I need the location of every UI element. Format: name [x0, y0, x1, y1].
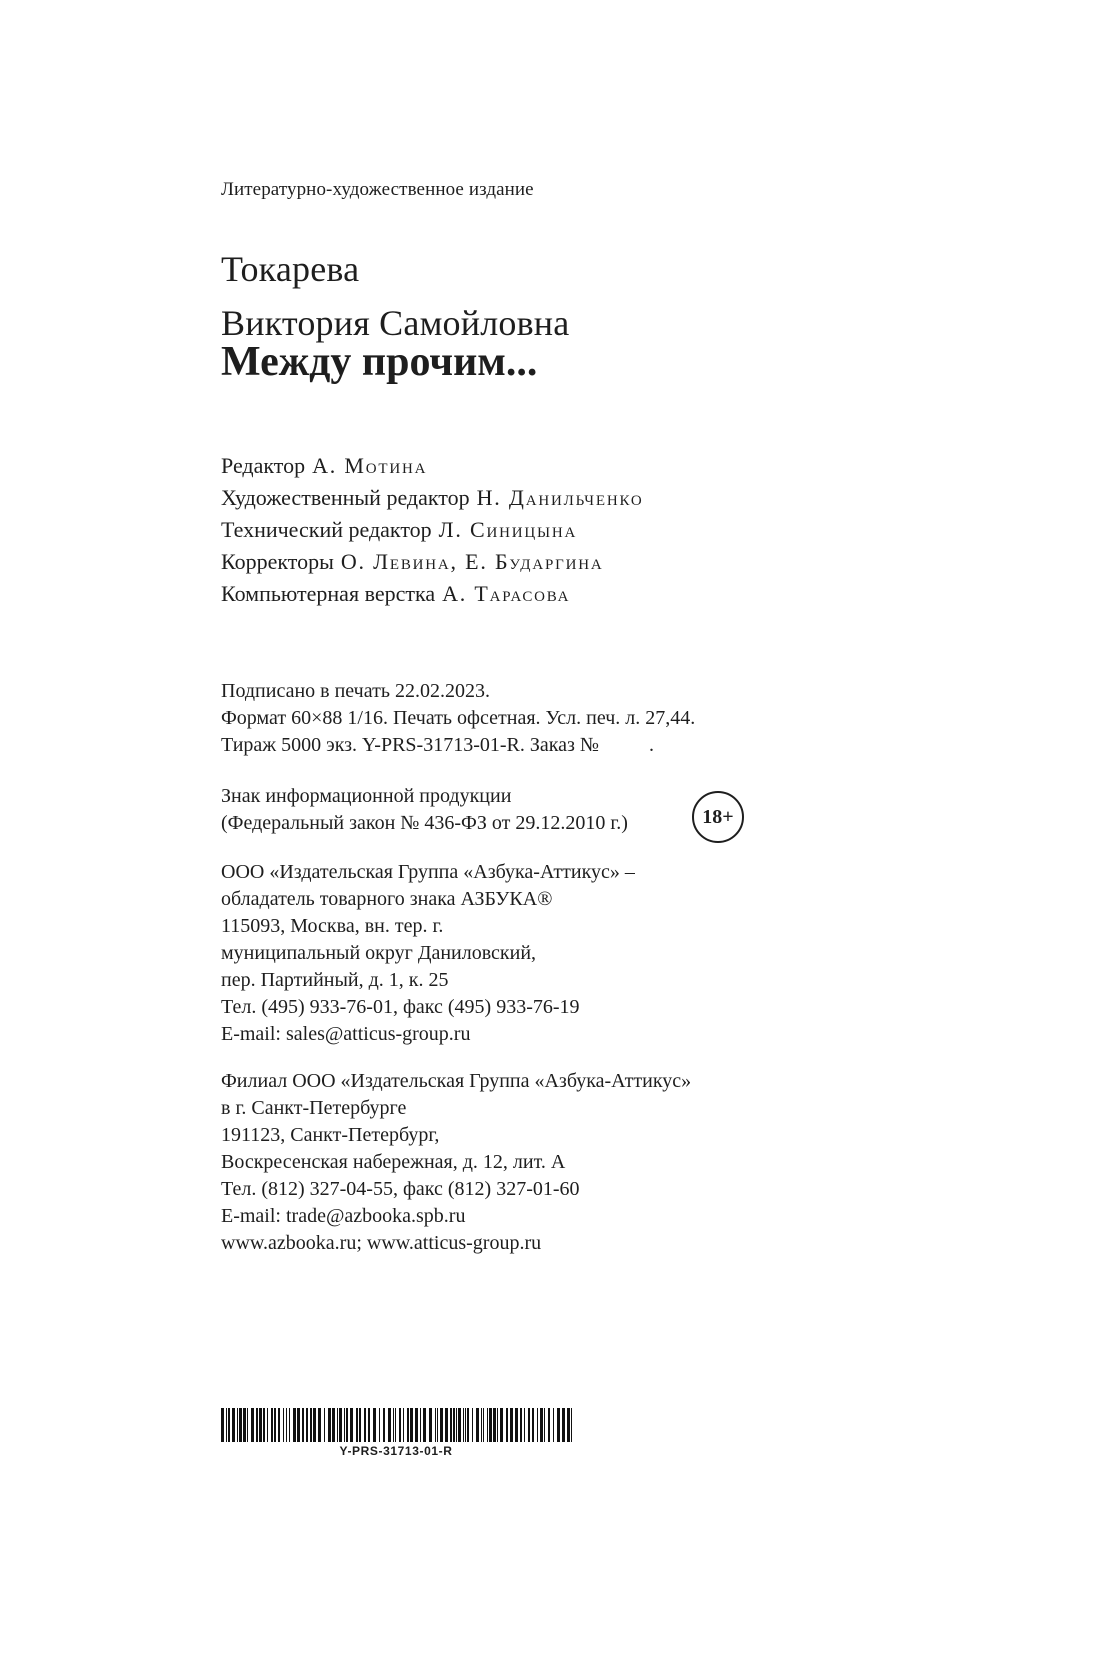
barcode-bar [274, 1408, 276, 1442]
barcode-bar [465, 1408, 466, 1442]
barcode-bar [524, 1408, 525, 1442]
barcode-bar [567, 1408, 570, 1442]
barcode-bar [467, 1408, 469, 1442]
barcode-bar [429, 1408, 432, 1442]
barcode-bar [407, 1408, 409, 1442]
print-run-text: Тираж 5000 экз. Y-PRS-31713-01-R. Заказ № [221, 734, 600, 756]
credit-role: Технический редактор [221, 517, 432, 542]
credit-role: Редактор [221, 453, 306, 478]
credit-name: Н. Данильченко [476, 485, 644, 510]
credit-name: О. Левина, Е. Бударгина [340, 549, 604, 574]
barcode-bar [483, 1408, 484, 1442]
barcode-bar [472, 1408, 473, 1442]
credit-line [221, 514, 861, 546]
barcode-bar [297, 1408, 300, 1442]
publisher-line: 115093, Москва, вн. тер. г. [221, 915, 444, 937]
barcode-bar [259, 1408, 262, 1442]
print-run [221, 732, 861, 759]
publisher-line: обладатель товарного знака АЗБУКА® [221, 888, 553, 910]
barcode-bar [520, 1408, 522, 1442]
barcode-bar [346, 1408, 348, 1442]
publisher-line: пер. Партийный, д. 1, к. 25 [221, 969, 449, 991]
credit-line [221, 546, 861, 578]
credit-name: А. Тарасова [442, 581, 571, 606]
barcode-bar [267, 1408, 268, 1442]
barcode-bar [228, 1408, 230, 1442]
barcode-bar [283, 1408, 284, 1442]
info-product-mark [221, 783, 861, 837]
barcode-bar [383, 1408, 385, 1442]
branch-line: 191123, Санкт-Петербург, [221, 1124, 440, 1146]
barcode-bar [339, 1408, 342, 1442]
credit-line [221, 450, 861, 482]
barcode-bar [410, 1408, 413, 1442]
author-block [221, 242, 861, 350]
branch-line: www.azbooka.ru; www.atticus-group.ru [221, 1232, 542, 1254]
barcode-bar [251, 1408, 254, 1442]
barcode-bar [337, 1408, 338, 1442]
barcode-bar [313, 1408, 316, 1442]
credit-line [221, 578, 861, 610]
barcode-bar [456, 1408, 457, 1442]
author-given-names: Виктория Самойловна [221, 303, 570, 343]
barcode-bar [489, 1408, 492, 1442]
barcode-bar [435, 1408, 436, 1442]
barcode-bar [537, 1408, 538, 1442]
barcode-bar [310, 1408, 312, 1442]
barcode-bar [415, 1408, 418, 1442]
branch-line: Воскресенская набережная, д. 12, лит. А [221, 1151, 566, 1173]
credit-role: Корректоры [221, 549, 334, 574]
barcode-bar [239, 1408, 242, 1442]
barcode-bar [373, 1408, 376, 1442]
publisher-line: муниципальный округ Даниловский, [221, 942, 537, 964]
info-mark-line1: Знак информационной продукции [221, 785, 512, 807]
barcode-bar [247, 1408, 248, 1442]
barcode-bar [226, 1408, 227, 1442]
barcode-bar [453, 1408, 455, 1442]
barcode-bar [463, 1408, 464, 1442]
barcode-bar [221, 1408, 224, 1442]
barcode-bar [328, 1408, 331, 1442]
barcode-bar [562, 1408, 565, 1442]
barcode-bars [221, 1408, 576, 1442]
barcode-bar [293, 1408, 296, 1442]
book-title: Между прочим... [221, 339, 538, 385]
barcode-bar [548, 1408, 550, 1442]
branch-line: Филиал ООО «Издательская Группа «Азбука-Аттикус» [221, 1070, 692, 1092]
barcode-bar [420, 1408, 421, 1442]
branch-line: в г. Санкт-Петербурге [221, 1097, 407, 1119]
barcode-bar [289, 1408, 290, 1442]
barcode-bar [481, 1408, 482, 1442]
barcode-bar [540, 1408, 543, 1442]
credit-name: А. Мотина [312, 453, 428, 478]
barcode-bar [237, 1408, 238, 1442]
barcode-bar [395, 1408, 396, 1442]
barcode-bar [458, 1408, 461, 1442]
publisher-line: E-mail: sales@atticus-group.ru [221, 1023, 471, 1045]
barcode-bar [324, 1408, 325, 1442]
barcode-bar [306, 1408, 308, 1442]
barcode-bar [571, 1408, 572, 1442]
barcode-bar [445, 1408, 448, 1442]
barcode-bar [557, 1408, 560, 1442]
barcode-bar [359, 1408, 361, 1442]
barcode-bar [368, 1408, 370, 1442]
credit-line [221, 482, 861, 514]
print-format: Формат 60×88 1/16. Печать офсетная. Усл. печ. л. 27,44. [221, 707, 696, 729]
publisher-line: ООО «Издательская Группа «Азбука-Аттикус» – [221, 861, 635, 883]
barcode-bar [423, 1408, 426, 1442]
barcode-bar [399, 1408, 401, 1442]
age-rating-badge: 18+ [692, 791, 744, 843]
publisher-address [221, 859, 861, 1048]
barcode-bar [332, 1408, 335, 1442]
barcode-bar [493, 1408, 496, 1442]
author-surname: Токарева [221, 249, 360, 289]
branch-address [221, 1068, 861, 1257]
barcode-bar [500, 1408, 503, 1442]
publisher-line: Тел. (495) 933-76-01, факс (495) 933-76-19 [221, 996, 580, 1018]
barcode-bar [450, 1408, 452, 1442]
credit-role: Компьютерная верстка [221, 581, 436, 606]
barcode-bar [243, 1408, 246, 1442]
print-run-end: . [649, 734, 655, 756]
signed-date: Подписано в печать 22.02.2023. [221, 680, 490, 702]
branch-line: E-mail: trade@azbooka.spb.ru [221, 1205, 466, 1227]
barcode-bar [487, 1408, 488, 1442]
info-mark-line2: (Федеральный закон № 436-ФЗ от 29.12.2010 г.) [221, 812, 628, 834]
barcode-bar [318, 1408, 321, 1442]
barcode-bar [476, 1408, 479, 1442]
barcode-bar [553, 1408, 554, 1442]
printing-details [221, 678, 861, 759]
barcode-bar [302, 1408, 304, 1442]
barcode-bar [393, 1408, 394, 1442]
credit-name: Л. Синицына [438, 517, 578, 542]
barcode-bar [379, 1408, 380, 1442]
barcode-bar [232, 1408, 235, 1442]
barcode-bar [515, 1408, 518, 1442]
branch-line: Тел. (812) 327-04-55, факс (812) 327-01-60 [221, 1178, 580, 1200]
barcode-bar [528, 1408, 530, 1442]
barcode-bar [510, 1408, 513, 1442]
barcode-bar [388, 1408, 391, 1442]
barcode-bar [506, 1408, 508, 1442]
credit-role: Художественный редактор [221, 485, 470, 510]
barcode-bar [403, 1408, 404, 1442]
genre-label: Литературно-художественное издание [221, 179, 534, 200]
barcode-bar [286, 1408, 287, 1442]
barcode-bar [364, 1408, 366, 1442]
barcode-bar [544, 1408, 545, 1442]
barcode-bar [344, 1408, 345, 1442]
barcode-bar [350, 1408, 353, 1442]
barcode [221, 1408, 581, 1458]
barcode-bar [263, 1408, 265, 1442]
credits-list [221, 450, 861, 610]
barcode-bar [356, 1408, 358, 1442]
barcode-bar [256, 1408, 258, 1442]
barcode-bar [497, 1408, 498, 1442]
barcode-bar [271, 1408, 273, 1442]
barcode-code: Y-PRS-31713-01-R [339, 1444, 453, 1458]
barcode-bar [437, 1408, 438, 1442]
barcode-bar [532, 1408, 534, 1442]
barcode-bar [440, 1408, 443, 1442]
barcode-bar [278, 1408, 280, 1442]
